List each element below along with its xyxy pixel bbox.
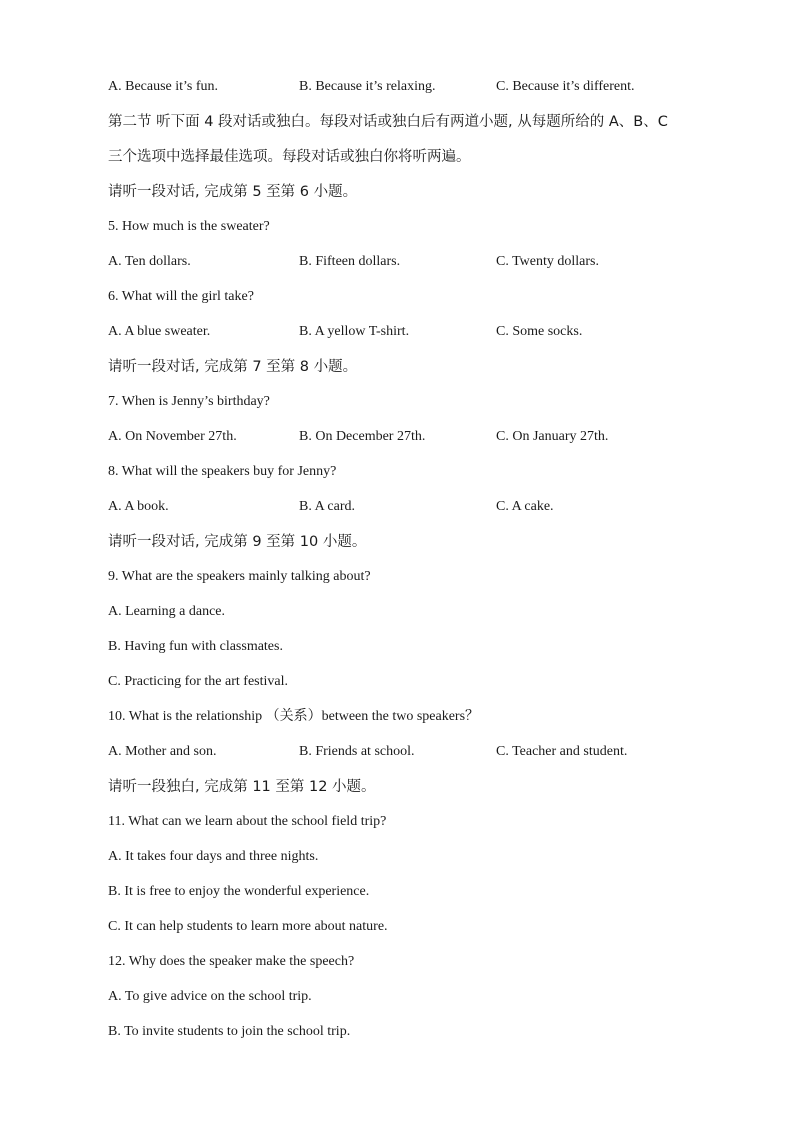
question-12-option-a: A. To give advice on the school trip. [108,989,312,1004]
question-7-option-a: A. On November 27th. [108,429,237,444]
question-9-stem: 9. What are the speakers mainly talking about? [108,569,371,584]
instruction-dialogue-1: 请听一段对话, 完成第 5 至第 6 小题。 [108,184,358,200]
question-8-option-b: B. A card. [299,499,355,514]
question-6-stem: 6. What will the girl take? [108,289,254,304]
question-11-option-b: B. It is free to enjoy the wonderful experience. [108,884,370,899]
question-5-option-a: A. Ten dollars. [108,254,191,269]
question-8-option-c: C. A cake. [496,499,554,514]
question-11-option-c: C. It can help students to learn more about nature. [108,919,388,934]
question-8-stem: 8. What will the speakers buy for Jenny? [108,464,337,479]
q4-option-a: A. Because it’s fun. [108,79,219,94]
question-7-stem: 7. When is Jenny’s birthday? [108,394,270,409]
question-10-stem: 10. What is the relationship （关系）between the two speakers？ [108,709,480,724]
question-5-stem: 5. How much is the sweater? [108,219,270,234]
question-12-option-b: B. To invite students to join the school trip. [108,1024,351,1039]
question-10-option-c: C. Teacher and student. [496,744,628,759]
instruction-dialogue-3: 请听一段对话, 完成第 9 至第 10 小题。 [108,534,367,550]
question-7-option-c: C. On January 27th. [496,429,609,444]
question-9-option-c: C. Practicing for the art festival. [108,674,288,689]
instruction-monologue: 请听一段独白, 完成第 11 至第 12 小题。 [108,779,376,795]
question-5-option-c: C. Twenty dollars. [496,254,599,269]
question-9-option-b: B. Having fun with classmates. [108,639,283,654]
question-9-option-a: A. Learning a dance. [108,604,225,619]
section2-heading-line2: 三个选项中选择最佳选项。每段对话或独白你将听两遍。 [108,149,471,165]
question-7-option-b: B. On December 27th. [299,429,426,444]
question-6-option-b: B. A yellow T-shirt. [299,324,410,339]
question-10-option-a: A. Mother and son. [108,744,217,759]
q4-option-c: C. Because it’s different. [496,79,635,94]
question-8-option-a: A. A book. [108,499,169,514]
section2-heading-line1: 第二节 听下面 4 段对话或独白。每段对话或独白后有两道小题, 从每题所给的 A、B、C [108,114,668,130]
question-11-stem: 11. What can we learn about the school field trip? [108,814,387,829]
q4-option-b: B. Because it’s relaxing. [299,79,436,94]
question-6-option-c: C. Some socks. [496,324,583,339]
question-5-option-b: B. Fifteen dollars. [299,254,401,269]
question-6-option-a: A. A blue sweater. [108,324,211,339]
question-12-stem: 12. Why does the speaker make the speech? [108,954,355,969]
question-11-option-a: A. It takes four days and three nights. [108,849,319,864]
instruction-dialogue-2: 请听一段对话, 完成第 7 至第 8 小题。 [108,359,358,375]
question-10-option-b: B. Friends at school. [299,744,415,759]
